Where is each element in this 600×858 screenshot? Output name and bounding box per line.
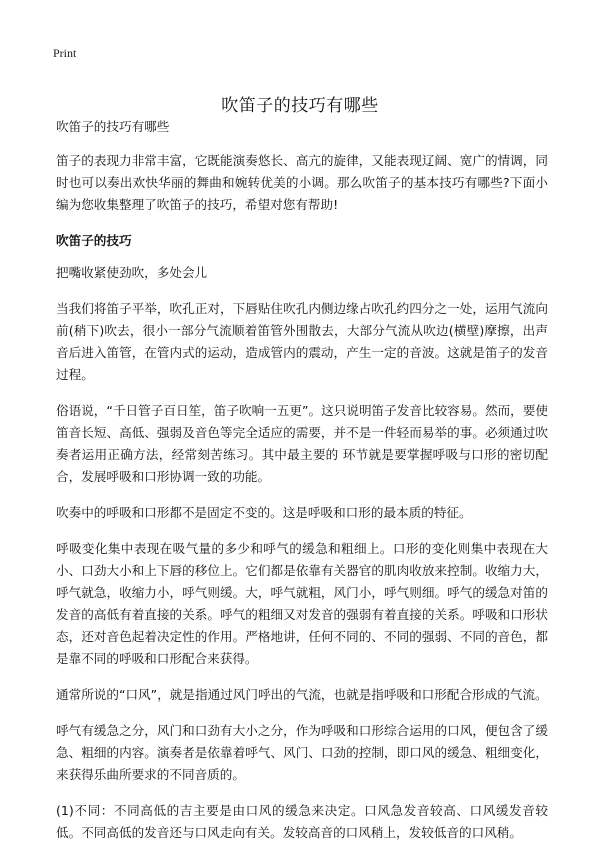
article-subtitle: 吹笛子的技巧有哪些 (56, 119, 170, 134)
paragraph-breath-change: 呼吸变化集中表现在吸气量的多少和呼气的缓急和粗细上。口形的变化则集中表现在大小、口劲大小和上下唇的移位上。它们都是依靠有关器官的肌肉收放来控制。收缩力大，呼气就急，收缩力小，呼气则缓。大，呼气就粗，风门小，呼气则细。呼气的缓急对笛的发音的高低有着直接的关系。呼气的粗细又对发音的强弱有着直接的关系。呼吸和口形状态，还对音色起着决定性的作用。严格地讲，任何不同的、不同的强弱、不同的音色，都是靠不同的呼吸和口形配合来获得。 (56, 541, 548, 666)
paragraph-tip: 把嘴收紧使劲吹，多处会儿 (56, 265, 208, 280)
paragraph-kou-feng: 通常所说的“口风”，就是指通过风门呼出的气流，也就是指呼吸和口形配合形成的气流。 (56, 687, 548, 702)
page-title: 吹笛子的技巧有哪些 (221, 96, 379, 117)
section-heading: 吹笛子的技巧 (56, 233, 132, 248)
paragraph-proverb: 俗语说，“千日管子百日笙，笛子吹响一五更”。这只说明笛子发音比较容易。然而，要使笛音长短、高低、强弱及音色等完全适应的需要，并不是一件轻而易举的事。必须通过吹奏者运用正确方法，经常刻苦练习。其中最主要的 环节就是要掌握呼吸与口形的密切配合，发展呼吸和口形协调一致的功能。 (56, 403, 548, 484)
paragraph-breath-mouth: 吹奏中的呼吸和口形都不是固定不变的。这是呼吸和口形的最本质的特征。 (56, 505, 472, 520)
paragraph-breath-speed: 呼气有缓急之分，风门和口劲有大小之分，作为呼吸和口形综合运用的口风，便包含了缓急、粗细的内容。演奏者是依靠着呼气、风门、口劲的控制，即口风的缓急、粗细变化，来获得乐曲所要求的不同音质的。 (56, 723, 548, 782)
paragraph-pitch: (1)不同：不同高低的吉主要是由口风的缓急来决定。口风急发音较高、口风缓发音较低。不同高低的发音还与口风走向有关。发较高音的口风稍上，发较低音的口风稍。 (56, 803, 548, 840)
print-link[interactable]: Print (53, 46, 77, 60)
paragraph-sound-process: 当我们将笛子平举，吹孔正对，下唇贴住吹孔内侧边缘占吹孔约四分之一处，运用气流向前(稍下)吹去，很小一部分气流顺着笛管外围散去，大部分气流从吹边(横壁)摩擦，出声音后进入笛管，在管内式的运动，造成管内的震动，产生一定的音波。这就是笛子的发音过程。 (56, 301, 548, 382)
article-body (56, 116, 548, 858)
paragraph-intro: 笛子的表现力非常丰富，它既能演奏悠长、高亢的旋律，又能表现辽阔、宽广的情调，同时也可以奏出欢快华丽的舞曲和婉转优美的小调。那么吹笛子的基本技巧有哪些?下面小编为您收集整理了吹笛子的技巧，希望对您有帮助! (56, 153, 548, 212)
